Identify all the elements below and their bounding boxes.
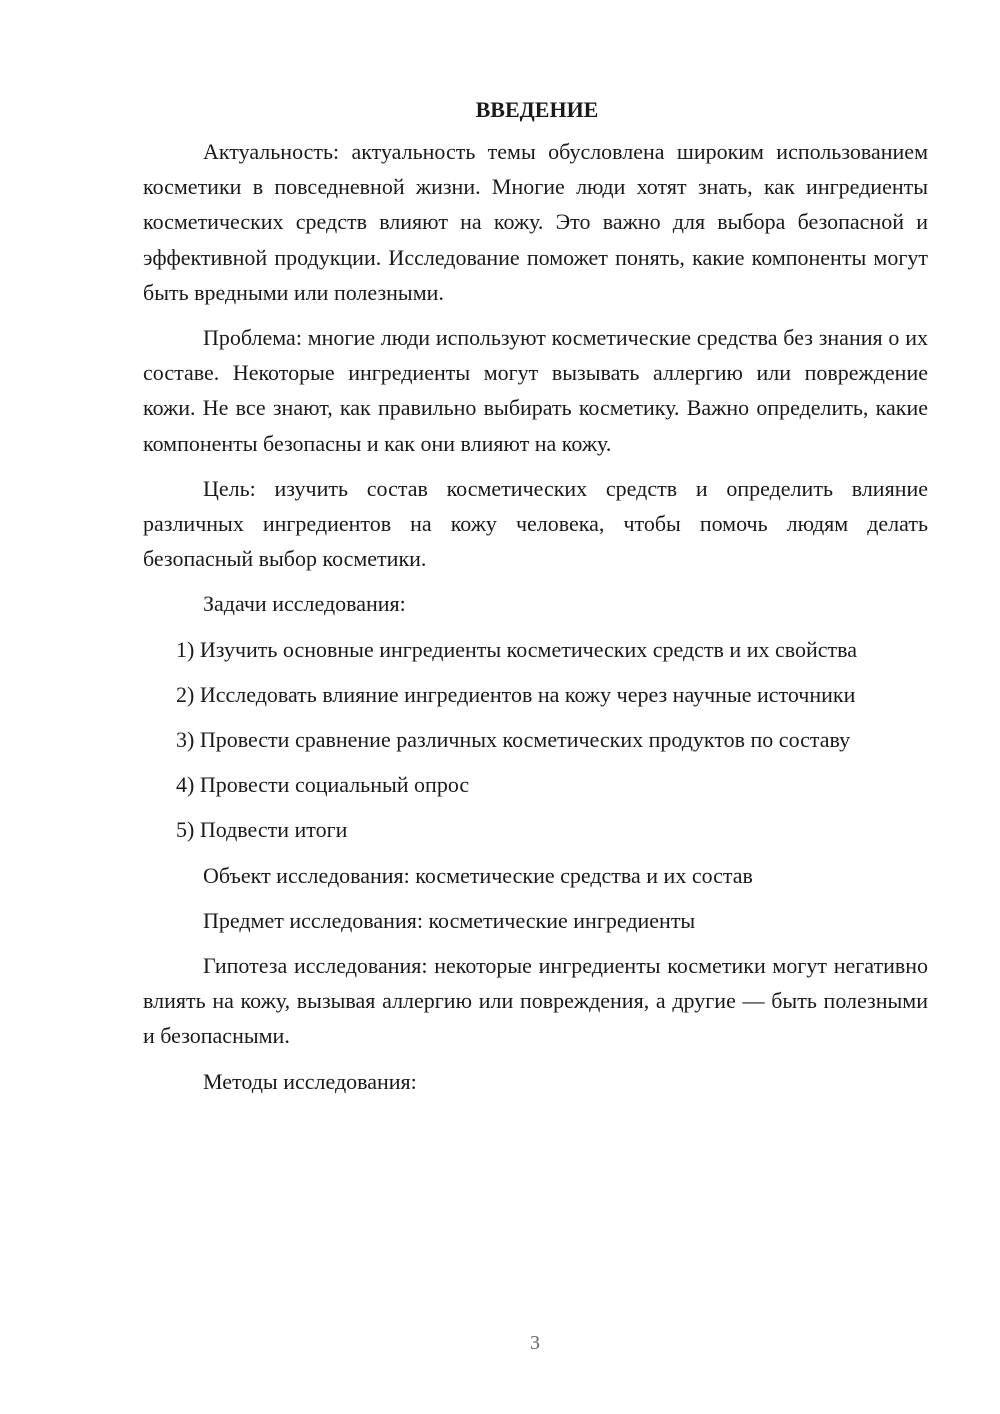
task-item-1: 1) Изучить основные ингредиенты косметических средств и их свойства	[176, 636, 857, 662]
paragraph-object: Объект исследования: косметические средства и их состав	[203, 862, 753, 888]
section-title: ВВЕДЕНИЕ	[475, 97, 599, 122]
document-page	[143, 92, 928, 1109]
page-number: 3	[530, 1332, 540, 1354]
paragraph-methods: Методы исследования:	[203, 1068, 417, 1094]
paragraph-subject: Предмет исследования: косметические ингредиенты	[203, 907, 696, 933]
paragraph-relevance: Актуальность: актуальность темы обусловлена широким использованием косметики в повседневной жизни. Многие люди хотят знать, как ингредиенты косметических средств влияют на кожу. Это важно для выбора безопасной и эффективной продукции. Исследование поможет понять, какие компоненты могут быть вредными или полезными.	[143, 139, 928, 305]
task-item-4: 4) Провести социальный опрос	[176, 772, 470, 798]
paragraph-hypothesis: Гипотеза исследования: некоторые ингредиенты косметики могут негативно влиять на кожу, вызывая аллергию или повреждения, а другие — быть полезными и безопасными.	[143, 953, 928, 1049]
task-item-2: 2) Исследовать влияние ингредиентов на кожу через научные источники	[176, 681, 856, 707]
paragraph-goal: Цель: изучить состав косметических средств и определить влияние различных ингредиентов на кожу человека, чтобы помочь людям делать безопасный выбор косметики.	[143, 475, 928, 572]
task-item-5: 5) Подвести итоги	[176, 817, 348, 843]
task-item-3: 3) Провести сравнение различных косметических продуктов по составу	[176, 727, 851, 753]
paragraph-tasks-heading: Задачи исследования:	[203, 591, 406, 617]
paragraph-problem: Проблема: многие люди используют косметические средства без знания о их составе. Некоторые ингредиенты могут вызывать аллергию или повреждение кожи. Не все знают, как правильно выбирать косметику. Важно определить, какие компоненты безопасны и как они влияют на кожу.	[143, 325, 928, 456]
